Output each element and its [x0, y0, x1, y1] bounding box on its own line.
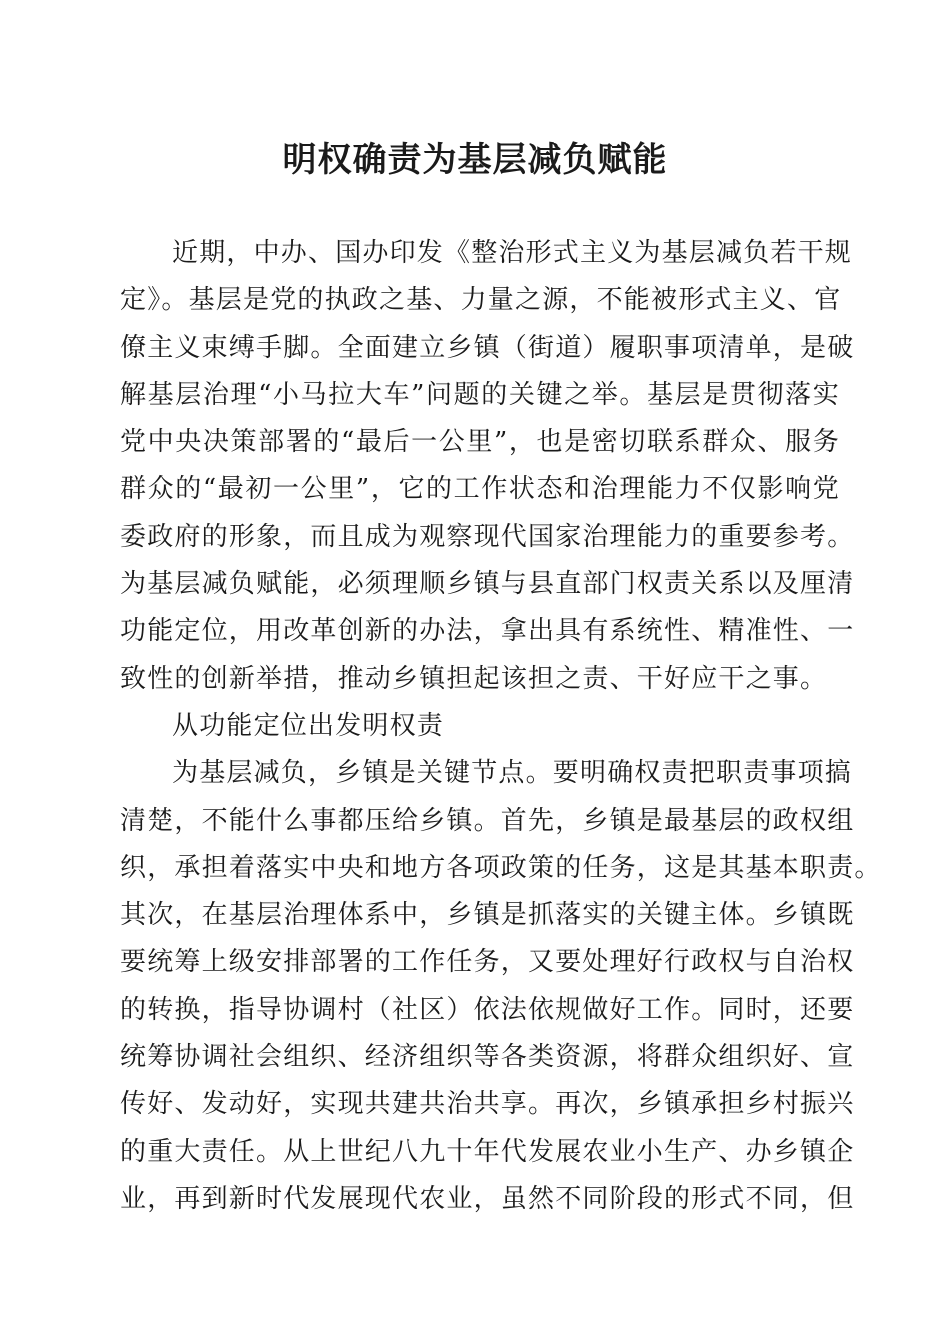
- text-line: 的重大责任。从上世纪八九十年代发展农业小生产、办乡镇企: [120, 1136, 855, 1167]
- text-line: 定》。基层是党的执政之基、力量之源，不能被形式主义、官: [120, 285, 842, 316]
- article-body: [120, 230, 882, 1223]
- text-line: 致性的创新举措，推动乡镇担起该担之责、干好应干之事。: [120, 663, 828, 694]
- text-line: 委政府的形象，而且成为观察现代国家治理能力的重要参考。: [120, 521, 855, 552]
- text-line: 传好、发动好，实现共建共治共享。再次，乡镇承担乡村振兴: [120, 1089, 855, 1120]
- text-line: 的转换，指导协调村（社区）依法依规做好工作。同时，还要: [120, 994, 855, 1025]
- text-line: 僚主义束缚手脚。全面建立乡镇（街道）履职事项清单，是破: [120, 332, 855, 363]
- text-line: 统筹协调社会组织、经济组织等各类资源，将群众组织好、宣: [120, 1042, 855, 1073]
- text-line: 其次，在基层治理体系中，乡镇是抓落实的关键主体。乡镇既: [120, 900, 855, 931]
- section-heading: 从功能定位出发明权责: [172, 710, 445, 741]
- text-line: 解基层治理“小马拉大车”问题的关键之举。基层是贯彻落实: [120, 379, 840, 410]
- page-title: 明权确责为基层减负赋能: [282, 140, 668, 180]
- text-line: 要统筹上级安排部署的工作任务，又要处理好行政权与自治权: [120, 947, 855, 978]
- text-line: 清楚，不能什么事都压给乡镇。首先，乡镇是最基层的政权组: [120, 805, 855, 836]
- text-line: 功能定位，用改革创新的办法，拿出具有系统性、精准性、一: [120, 616, 855, 647]
- text-line: 为基层减负，乡镇是关键节点。要明确权责把职责事项搞: [172, 758, 853, 789]
- text-line: 织，承担着落实中央和地方各项政策的任务，这是其基本职责。: [120, 852, 882, 883]
- text-line: 党中央决策部署的“最后一公里”，也是密切联系群众、服务: [120, 427, 840, 458]
- text-line: 业，再到新时代发展现代农业，虽然不同阶段的形式不同，但: [120, 1183, 855, 1214]
- text-line: 为基层减负赋能，必须理顺乡镇与县直部门权责关系以及厘清: [120, 569, 855, 600]
- text-line: 近期，中办、国办印发《整治形式主义为基层减负若干规: [172, 238, 853, 268]
- text-line: 群众的“最初一公里”，它的工作状态和治理能力不仅影响党: [120, 474, 840, 505]
